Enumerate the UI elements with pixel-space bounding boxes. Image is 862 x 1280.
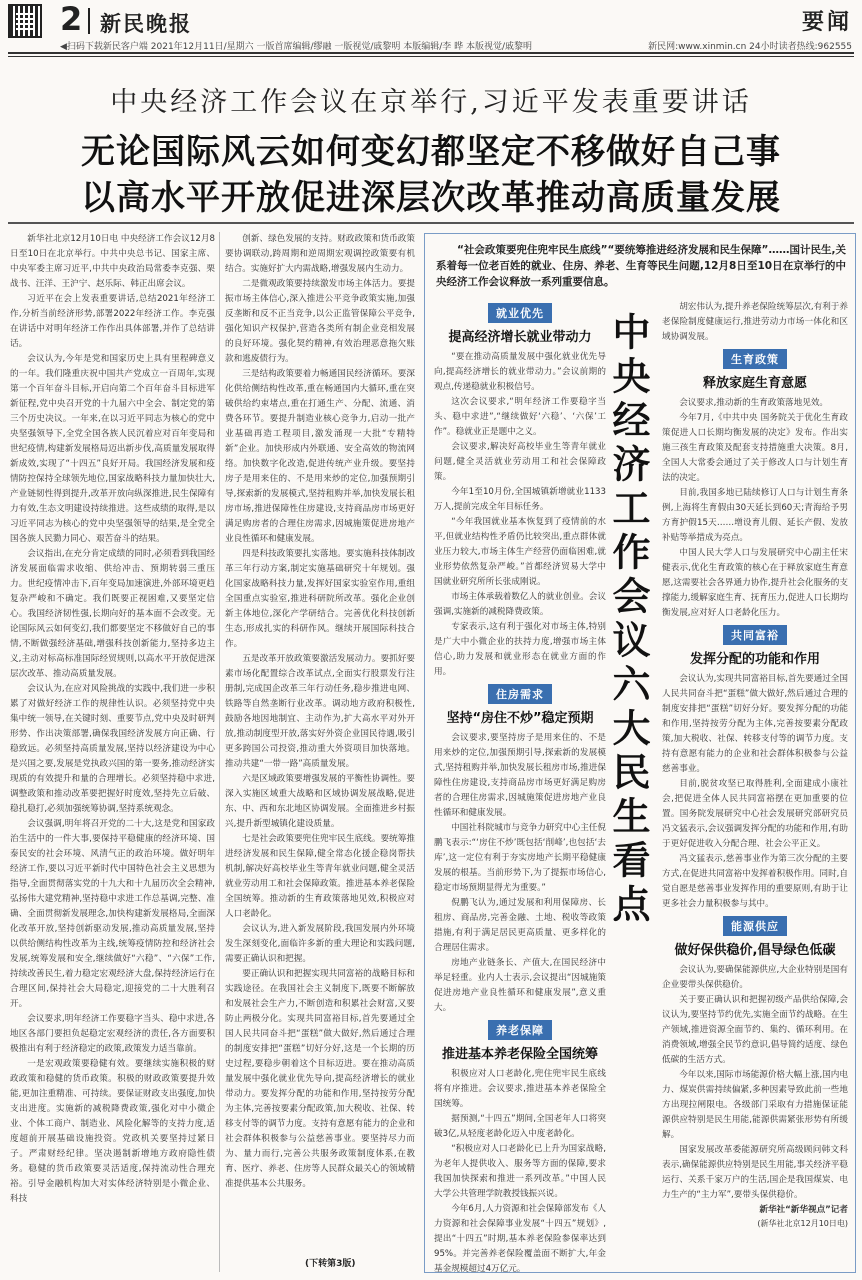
divider: [88, 8, 90, 34]
section-tag: 就业优先: [488, 303, 552, 323]
section-header: [662, 625, 848, 667]
article-paragraph: 三是结构政策要着力畅通国民经济循环。要深化供给侧结构性改革,重在畅通国内大循环,重在突破供给约束堵点,重在打通生产、分配、流通、消费各环节。要提升制造业核心竞争力,启动一批产业基础再造工程项目,激发涌现一大批“专精特新”企业。加快形成内外联通、安全高效的物流网络。加快数字化改造,促进传统产业升级。要坚持房子是用来住的、不是用来炒的定位,加强预期引导,探索新的发展模式,坚持租购并举,加快发展长租房市场,推进保障性住房建设,支持商品房市场更好满足购房者的合理住房需求,因城施策促进房地产业良性循环和健康发展。: [225, 369, 415, 544]
section-title: 坚持“房住不炒”稳定预期: [446, 711, 594, 726]
newspaper-name: 新民晚报: [100, 11, 192, 36]
sidebar-lead: [436, 242, 846, 290]
article-paragraph: 会议认为,在应对风险挑战的实践中,我们进一步积累了对做好经济工作的规律性认识。必须坚持党中央集中统一领导,在关键时刻、重要节点,党中央及时研判形势、作出决策部署,确保我国经济发展方向正确、行稳致远。必须坚持高质量发展,坚持以经济建设为中心是兴国之要,发展是党执政兴国的第一要务,推动经济实现质的有效提升和量的合理增长。必须坚持稳中求进,调整政策和推动改革要把握好时度效,坚持先立后破、稳扎稳打,必须加强统筹协调,坚持系统观念。: [10, 684, 215, 814]
article-paragraph: 二是微观政策要持续激发市场主体活力。要提振市场主体信心,深入推进公平竞争政策实施,加强反垄断和反不正当竞争,以公正监管保障公平竞争,强化知识产权保护,营造各类所有制企业竞相发展的良好环境。强化契约精神,有效治理恶意拖欠账款和逃废债行为。: [225, 279, 415, 364]
headline-rule: [8, 222, 854, 224]
section-title: 要闻: [801, 9, 852, 35]
byline-source: (新华社北京12月10日电): [757, 1219, 848, 1228]
section-paragraph: “要在推动高质量发展中强化就业优先导向,提高经济增长的就业带动力。”会议前期的观点,传递稳就业积极信号。: [434, 352, 606, 392]
article-paragraph: 会议认为,进入新发展阶段,我国发展内外环境发生深刻变化,面临许多新的重大理论和实践问题,需要正确认识和把握。: [225, 924, 415, 964]
article-paragraph: 会议要求,明年经济工作要稳字当头、稳中求进,各地区各部门要担负起稳定宏观经济的责任,各方面要积极推出有利于经济稳定的政策,政策发力适当靠前。: [10, 1014, 215, 1054]
section-paragraph: 会议认为,实现共同富裕目标,首先要通过全国人民共同奋斗把“蛋糕”做大做好,然后通过合理的制度安排把“蛋糕”切好分好。要发挥分配的功能和作用,坚持按劳分配为主体,完善按要素分配政策,加大税收、社保、转移支付等的调节力度。支持有意愿有能力的企业和社会群体积极参与公益慈善事业。: [662, 674, 848, 774]
section-paragraph: 中国人民大学人口与发展研究中心副主任宋健表示,优化生育政策的核心在于释放家庭生育意愿,这需要社会各界通力协作,提升社会化服务的支撑能力,缓解家庭生育、抚育压力,促进人口长期均衡发展,应对好人口老龄化压力。: [662, 548, 848, 618]
section-paragraph: 目前,我国多地已陆续修订人口与计划生育条例,上海将生育假由30天延长到60天;青海给予男方育护假15天……增设育儿假、延长产假、发放补贴等举措成为亮点。: [662, 488, 848, 543]
article-paragraph: 六是区域政策要增强发展的平衡性协调性。要深入实施区域重大战略和区域协调发展战略,促进东、中、西和东北地区协调发展。全面推进乡村振兴,提升新型城镇化建设质量。: [225, 774, 415, 829]
section-paragraph: 据预测,“十四五”期间,全国老年人口将突破3亿,从轻度老龄化迈入中度老龄化。: [434, 1114, 606, 1139]
top-rule: [8, 52, 854, 54]
section-tag: 住房需求: [488, 684, 552, 704]
sidebar-lead-text: “社会政策要兜住兜牢民生底线”“要统筹推进经济发展和民生保障”……国计民生,关系着每一位老百姓的就业、住房、养老、生育等民生问题,12月8日至10日在京举行的中央经济工作会议释放一系列重要信息。: [436, 244, 846, 288]
section-title: 释放家庭生育意愿: [702, 376, 807, 391]
section-paragraph: 专家表示,这有利于强化对市场主体,特别是广大中小微企业的扶持力度,增强市场主体信心,助力发展和就业形态在就业方面的作用。: [434, 622, 606, 677]
section-paragraph: 国家发展改革委能源研究所高级顾问韩文科表示,确保能源供应特别是民生用能,事关经济平稳运行、关系千家万户的生活,国企是我国煤炭、电力生产的“主力军”,要带头保供稳价。: [662, 1145, 848, 1200]
article-paragraph: 四是科技政策要扎实落地。要实施科技体制改革三年行动方案,制定实施基础研究十年规划。强化国家战略科技力量,发挥好国家实验室作用,重组全国重点实验室,推进科研院所改革。强化企业创新主体地位,深化产学研结合。完善优化科技创新生态,形成扎实的科研作风。继续开展国际科技合作。: [225, 549, 415, 649]
section-paragraph: 积极应对人口老龄化,兜住兜牢民生底线将有序推进。会议要求,推进基本养老保险全国统筹。: [434, 1069, 606, 1109]
section-title: 推进基本养老保险全国统筹: [441, 1047, 598, 1062]
top-rule-thin: [8, 56, 854, 57]
section-paragraph: 房地产业链条长、产值大,在国民经济中举足轻重。业内人士表示,会议提出“因城施策促进房地产业良性循环和健康发展”,意义重大。: [434, 958, 606, 1013]
page-number: 2: [60, 0, 83, 38]
article-paragraph: 会议认为,今年是党和国家历史上具有里程碑意义的一年。我们隆重庆祝中国共产党成立一百周年,实现第一个百年奋斗目标,开启向第二个百年奋斗目标进军新征程,党中央召开党的十九届六中全会、制定党的第三个历史决议。一年来,在以习近平同志为核心的党中央坚强领导下,全党全国各族人民沉着应对百年变局和世纪疫情,构建新发展格局迈出新步伐,高质量发展取得新成效,实现了“十四五”良好开局。我国经济发展和疫情防控保持全球领先地位,国家战略科技力量加快壮大,产业链韧性得到提升,改革开放向纵深推进,民生保障有力有效,生态文明建设持续推进。这些成绩的取得,是以习近平同志为核心的党中央坚强领导的结果,是全党全国各族人民勠力同心、艰苦奋斗的结果。: [10, 354, 215, 544]
section-tag: 能源供应: [723, 916, 787, 936]
sidebar-column-right: [662, 300, 848, 1275]
column-rule: [219, 232, 220, 1272]
section-paragraph: 关于要正确认识和把握初级产品供给保障,会议认为,要坚持节约优先,实施全面节约战略。在生产领域,推进资源全面节约、集约、循环利用。在消费领域,增强全民节约意识,倡导简约适度、绿色低碳的生活方式。: [662, 995, 848, 1065]
article-paragraph: 会议指出,在充分肯定成绩的同时,必须看到我国经济发展面临需求收缩、供给冲击、预期转弱三重压力。世纪疫情冲击下,百年变局加速演进,外部环境更趋复杂严峻和不确定。我们既要正视困难,又要坚定信心。我国经济韧性强,长期向好的基本面不会改变。无论国际风云如何变幻,我们都要坚定不移做好自己的事情,不断做强经济基础,增强科技创新能力,坚持多边主义,主动对标高标准国际经贸规则,以高水平开放促进深层次改革、推动高质量发展。: [10, 549, 215, 679]
section-paragraph: 市场主体承载着数亿人的就业创业。会议强调,实施新的减税降费政策。: [434, 592, 606, 617]
section-tag: 养老保障: [488, 1020, 552, 1040]
section-paragraph: 今年6月,人力资源和社会保障部发布《人力资源和社会保障事业发展“十四五”规划》,提出“十四五”时期,基本养老保险参保率达到95%。并完善养老保险覆盖面不断扩大,年金基金规模超过4万亿元。: [434, 1204, 606, 1274]
headline-kicker: 中央经济工作会议在京举行,习近平发表重要讲话: [110, 87, 752, 118]
section-paragraph: 会议要求,推动新的生育政策落地见效。: [679, 398, 829, 408]
article-paragraph: 习近平在会上发表重要讲话,总结2021年经济工作,分析当前经济形势,部署2022年经济工作。李克强在讲话中对明年经济工作作出具体部署,并作了总结讲话。: [10, 294, 215, 349]
section-header: [434, 303, 606, 345]
section-paragraph: “积极应对人口老龄化已上升为国家战略,为老年人提供收入、服务等方面的保障,要求我国加快探索和推进一系列改革。”中国人民大学公共管理学院教授钱振兴说。: [434, 1144, 606, 1199]
article-column-2: [225, 232, 415, 1262]
section-title: 做好保供稳价,倡导绿色低碳: [674, 943, 836, 958]
section-title: 提高经济增长就业带动力: [448, 330, 592, 345]
section-tag: 共同富裕: [723, 625, 787, 645]
article-column-1: [10, 232, 215, 1272]
section-header: [662, 349, 848, 391]
edition-info: ◀扫码下载新民客户端 2021年12月11日/星期六 一版首席编辑/缪融 一版视觉/戚黎明 本版编辑/李 晔 本版视觉/戚黎明: [60, 42, 533, 52]
sidebar-column-left: [434, 303, 606, 1274]
sidebar-vertical-title: 中央经济工作会议六大民生看点: [606, 312, 650, 928]
section-header: [434, 684, 606, 726]
section-paragraph: 会议要求,要坚持房子是用来住的、不是用来炒的定位,加强预期引导,探索新的发展模式,坚持租购并举,加快发展长租房市场,推进保障性住房建设,支持商品房市场更好满足购房者的合理住房需求,因城施策促进房地产业良性循环和健康发展。: [434, 733, 606, 818]
article-paragraph: 创新、绿色发展的支持。财政政策和货币政策要协调联动,跨周期和逆周期宏观调控政策要有机结合。实施好扩大内需战略,增强发展内生动力。: [225, 234, 415, 274]
section-paragraph: 今年以来,国际市场能源价格大幅上涨,国内电力、煤炭供需持续偏紧,多种因素导致此前一些地方出现拉闸限电。各级部门采取有力措施保证能源供应特别是民生用能,能源供需紧张形势有所缓解。: [662, 1070, 848, 1140]
article-paragraph: 会议强调,明年将召开党的二十大,这是党和国家政治生活中的一件大事,要保持平稳健康的经济环境、国泰民安的社会环境、风清气正的政治环境。做好明年经济工作,要以习近平新时代中国特色社会主义思想为指导,全面贯彻落实党的十九大和十九届历次全会精神,弘扬伟大建党精神,坚持稳中求进工作总基调,完整、准确、全面贯彻新发展理念,加快构建新发展格局,全面深化改革开放,坚持创新驱动发展,推动高质量发展,坚持以供给侧结构性改革为主线,统筹疫情防控和经济社会发展,统筹发展和安全,继续做好“六稳”、“六保”工作,持续改善民生,着力稳定宏观经济大盘,保持经济运行在合理区间,保持社会大局稳定,迎接党的二十大胜利召开。: [10, 819, 215, 1009]
byline: [662, 1203, 848, 1218]
section-paragraph: 中国社科院城市与竞争力研究中心主任倪鹏飞表示:“‘房住不炒’既包括‘削峰’,也包括‘去库’,这一定位有利于夯实房地产长期平稳健康发展的根基。当前形势下,为了提振市场信心,稳定市场预期显得尤为重要。”: [434, 823, 606, 893]
section-paragraph: 胡宏伟认为,提升养老保险统筹层次,有利于养老保险制度健康运行,推进劳动力市场一体化和区域协调发展。: [662, 302, 848, 342]
main-headline-line2: 以高水平开放促进深层次改革推动高质量发展: [81, 178, 781, 218]
article-paragraph: 新华社北京12月10日电 中央经济工作会议12月8日至10日在北京举行。中共中央总书记、国家主席、中央军委主席习近平,中共中央政治局常委李克强、栗战书、汪洋、王沪宁、赵乐际、韩正出席会议。: [10, 234, 215, 289]
section-paragraph: 倪鹏飞认为,通过发展和利用保障房、长租房、商品房,完善金融、土地、税收等政策措施,有利于满足居民更高质量、更多样化的合理居住需求。: [434, 898, 606, 953]
section-paragraph: 今年7月,《中共中央 国务院关于优化生育政策促进人口长期均衡发展的决定》发布。作出实施三孩生育政策及配套支持措施重大决策。8月,全国人大常委会通过了关于修改人口与计划生育法的决定。: [662, 413, 848, 483]
article-paragraph: 五是改革开放政策要激活发展动力。要抓好要素市场化配置综合改革试点,全面实行股票发行注册制,完成国企改革三年行动任务,稳步推进电网、铁路等自然垄断行业改革。调动地方政府积极性,鼓励各地因地制宜、主动作为,扩大高水平对外开放,推动制度型开放,落实好外资企业国民待遇,吸引更多跨国公司投资,推动重大外资项目加快落地。推动共建“一带一路”高质量发展。: [225, 654, 415, 769]
section-paragraph: 这次会议要求,“明年经济工作要稳字当头、稳中求进”,“继续做好‘六稳’、‘六保’工作”。稳就业正是题中之义。: [434, 397, 606, 437]
continued-note[interactable]: (下转第3版): [305, 1259, 356, 1269]
section-title: 发挥分配的功能和作用: [689, 652, 820, 667]
section-tag: 生育政策: [723, 349, 787, 369]
contact-info: 新民网:www.xinmin.cn 24小时读者热线:962555: [648, 42, 852, 52]
article-paragraph: 七是社会政策要兜住兜牢民生底线。要统筹推进经济发展和民生保障,健全常态化援企稳岗帮扶机制,解决好高校毕业生等青年就业问题,健全灵活就业劳动用工和社会保障政策。推进基本养老保险全国统筹。推动新的生育政策落地见效,积极应对人口老龄化。: [225, 834, 415, 919]
section-paragraph: 会议要求,解决好高校毕业生等青年就业问题,健全灵活就业劳动用工和社会保障政策。: [434, 442, 606, 482]
section-paragraph: 会议认为,要确保能源供应,大企业特别是国有企业要带头保供稳价。: [662, 965, 848, 990]
section-paragraph: 冯文猛表示,慈善事业作为第三次分配的主要方式,在促进共同富裕中发挥着积极作用。同时,自觉自愿是慈善事业发挥作用的重要原则,有助于让更多社会力量积极参与其中。: [662, 854, 848, 909]
article-paragraph: 要正确认识和把握实现共同富裕的战略目标和实践途径。在我国社会主义制度下,既要不断解放和发展社会生产力,不断创造和积累社会财富,又要防止两极分化。实现共同富裕目标,首先要通过全国人民共同奋斗把“蛋糕”做大做好,然后通过合理的制度安排把“蛋糕”切好分好,这是一个长期的历史过程,要稳步朝着这个目标迈进。要在推动高质量发展中强化就业优先导向,提高经济增长的就业带动力。要发挥分配的功能和作用,坚持按劳分配为主体,完善按要素分配政策,加大税收、社保、转移支付等的调节力度。支持有意愿有能力的企业和社会群体积极参与公益慈善事业。要坚持尽力而为、量力而行,完善公共服务政策制度体系,在教育、医疗、养老、住房等人民群众最关心的领域精准提供基本公共服务。: [225, 969, 415, 1189]
article-paragraph: 一是宏观政策要稳健有效。要继续实施积极的财政政策和稳健的货币政策。积极的财政政策要提升效能,更加注重精准、可持续。要保证财政支出强度,加快支出进度。实施新的减税降费政策,强化对中小微企业、个体工商户、制造业、风险化解等的支持力度,适度超前开展基础设施投资。党政机关要坚持过紧日子。严肃财经纪律。坚决遏制新增地方政府隐性债务。稳健的货币政策要灵活适度,保持流动性合理充裕。引导金融机构加大对实体经济特别是小微企业、科技: [10, 1059, 215, 1204]
section-paragraph: 目前,脱贫攻坚已取得胜利,全面建成小康社会,把促进全体人民共同富裕摆在更加重要的位置。国务院发展研究中心社会发展研究部研究员冯文猛表示,会议强调发挥分配的功能和作用,有助于更好促进收入分配合理、社会公平正义。: [662, 779, 848, 849]
qr-code[interactable]: [8, 4, 42, 38]
section-paragraph: 今年1至10月份,全国城镇新增就业1133万人,提前完成全年目标任务。: [434, 487, 606, 512]
section-header: [434, 1020, 606, 1062]
byline-text: 新华社“新华视点”记者: [759, 1205, 848, 1215]
section-header: [662, 916, 848, 958]
main-headline-line1: 无论国际风云如何变幻都坚定不移做好自己事: [81, 132, 781, 172]
section-paragraph: “今年我国就业基本恢复到了疫情前的水平,但就业结构性矛盾仍比较突出,重点群体就业压力较大,市场主体生产经营仍面临困难,就业形势依然复杂严峻。”首都经济贸易大学中国就业研究所所长张成刚说。: [434, 517, 606, 587]
